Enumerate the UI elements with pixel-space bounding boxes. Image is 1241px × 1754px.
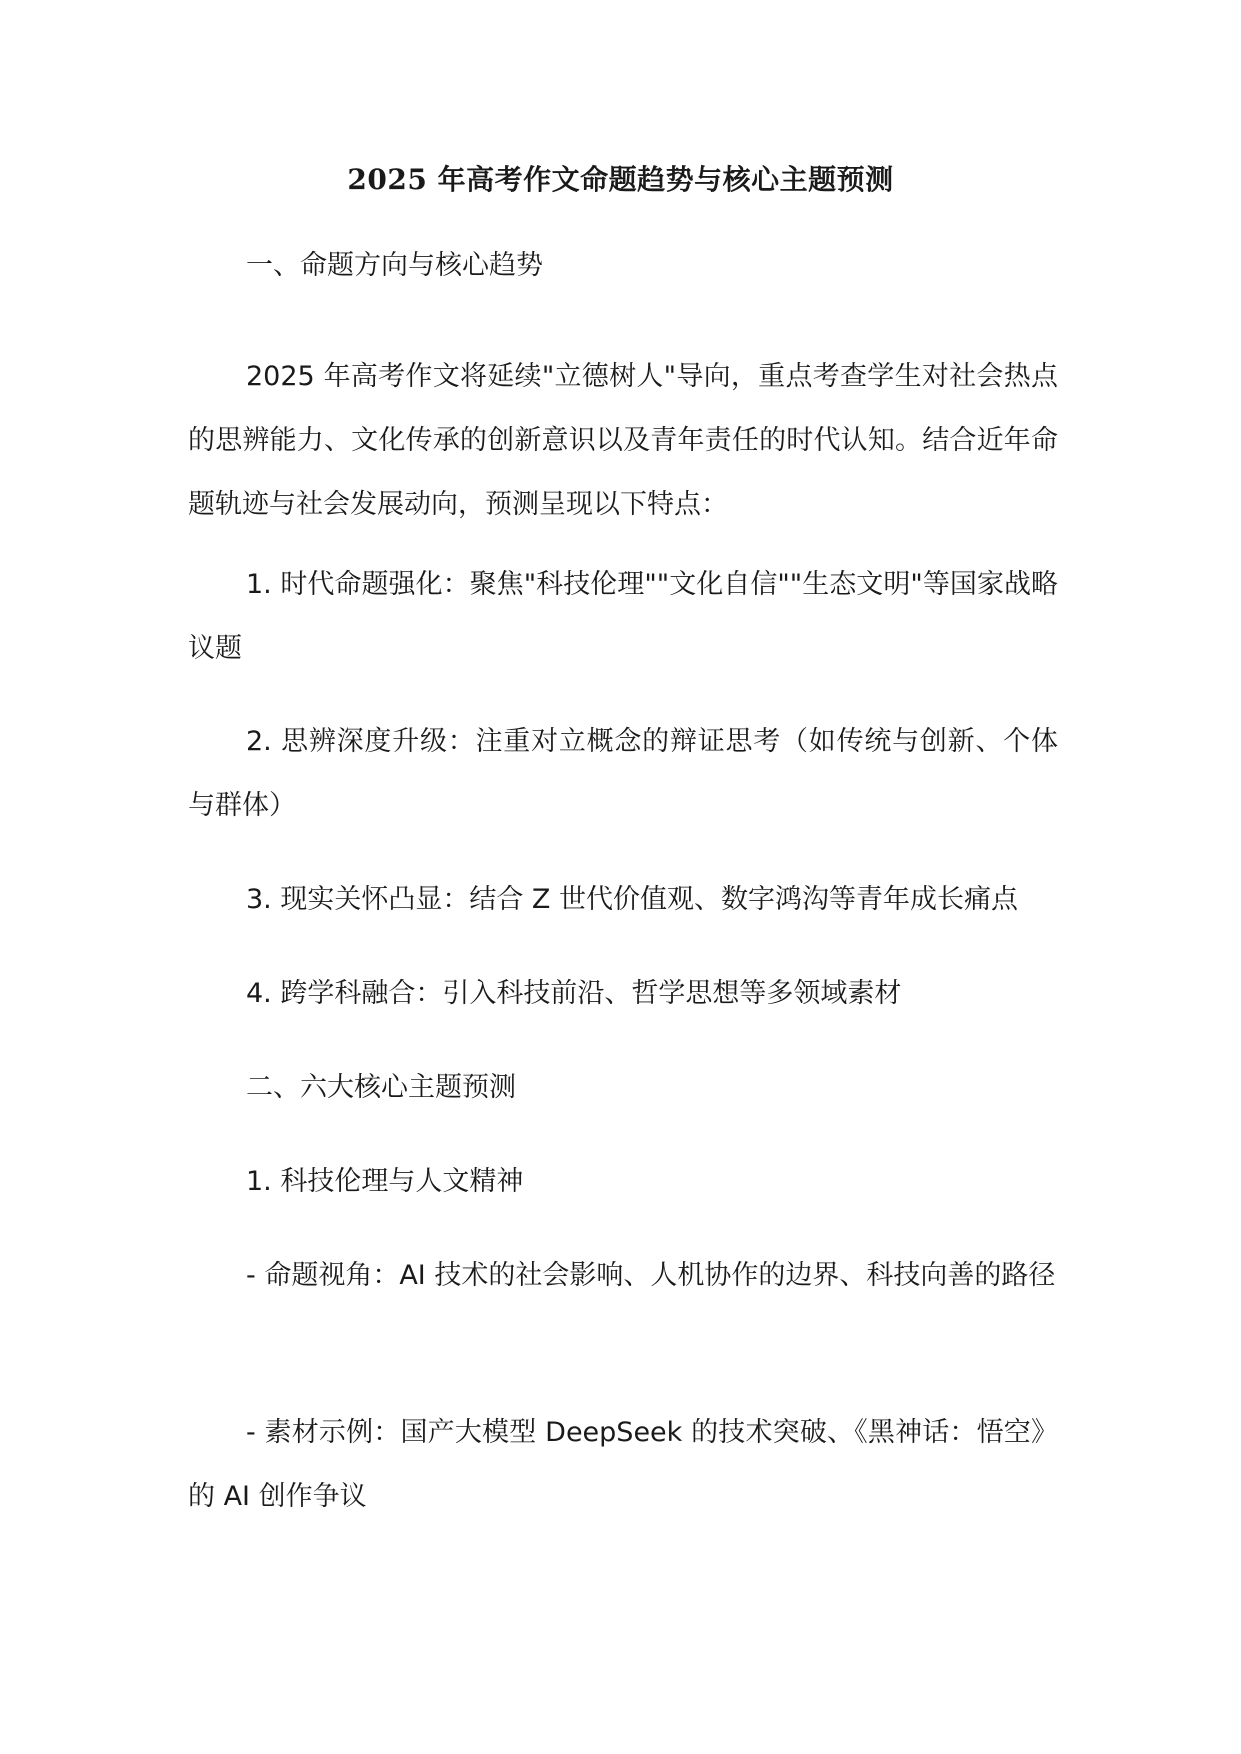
trend-item-1: 1. 时代命题强化：聚焦"科技伦理""文化自信""生态文明"等国家战略议题 xyxy=(188,569,1058,664)
trend-item-3: 3. 现实关怀凸显：结合 Z 世代价值观、数字鸿沟等青年成长痛点 xyxy=(246,884,1019,915)
theme-1-examples: - 素材示例：国产大模型 DeepSeek 的技术突破、《黑神话：悟空》的 AI 创作争议 xyxy=(188,1417,1058,1512)
trend-item-2: 2. 思辨深度升级：注重对立概念的辩证思考（如传统与创新、个体与群体） xyxy=(188,726,1058,821)
section-heading-1: 一、命题方向与核心趋势 xyxy=(246,250,543,281)
trend-item-4: 4. 跨学科融合：引入科技前沿、哲学思想等多领域素材 xyxy=(246,978,902,1009)
section-heading-2: 二、六大核心主题预测 xyxy=(246,1072,516,1103)
document-title: 2025 年高考作文命题趋势与核心主题预测 xyxy=(347,163,894,196)
theme-heading-1: 1. 科技伦理与人文精神 xyxy=(246,1166,524,1197)
intro-paragraph: 2025 年高考作文将延续"立德树人"导向，重点考查学生对社会热点的思辨能力、文化传承的创新意识以及青年责任的时代认知。结合近年命题轨迹与社会发展动向，预测呈现以下特点： xyxy=(188,361,1058,520)
theme-1-perspective: - 命题视角：AI 技术的社会影响、人机协作的边界、科技向善的路径 xyxy=(246,1260,1056,1291)
